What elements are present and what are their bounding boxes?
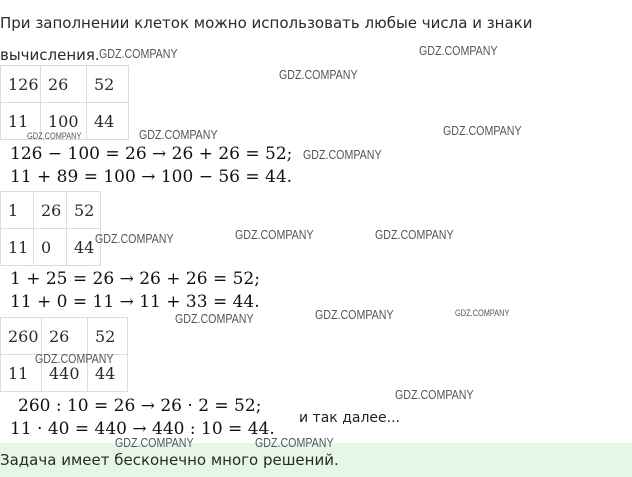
table-cell: 0 (34, 229, 67, 266)
table-cell: 52 (87, 66, 129, 103)
watermark: GDZ.COMPANY (315, 307, 394, 322)
watermark: GDZ.COMPANY (115, 435, 194, 450)
equation-line: 126 − 100 = 26 → 26 + 26 = 52; (10, 144, 293, 164)
watermark: GDZ.COMPANY (35, 351, 114, 366)
conclusion-banner: Задача имеет бесконечно много решений. (0, 443, 632, 477)
table-cell: 26 (34, 192, 67, 229)
example-1-table (0, 65, 129, 140)
table-row (1, 229, 101, 266)
equation-line: 11 + 0 = 11 → 11 + 33 = 44. (10, 292, 260, 312)
watermark: GDZ.COMPANY (99, 46, 178, 61)
table-cell: 44 (87, 103, 129, 140)
watermark: GDZ.COMPANY (235, 227, 314, 242)
table-row (1, 66, 129, 103)
watermark: GDZ.COMPANY (375, 227, 454, 242)
table-cell: 126 (1, 66, 41, 103)
table-cell: 440 (42, 355, 88, 392)
table-cell: 52 (67, 192, 101, 229)
watermark: GDZ.COMPANY (395, 387, 474, 402)
equation-line: 260 : 10 = 26 → 26 · 2 = 52; (18, 396, 262, 416)
table-cell: 100 (41, 103, 87, 140)
example-2-table (0, 191, 101, 266)
and-so-on-text: и так далее... (299, 410, 400, 426)
watermark: GDZ.COMPANY (255, 435, 334, 450)
watermark: GDZ.COMPANY (279, 67, 358, 82)
table-cell: 11 (1, 103, 41, 140)
watermark: GDZ.COMPANY (27, 131, 82, 141)
watermark: GDZ.COMPANY (95, 231, 174, 246)
equation-line: 1 + 25 = 26 → 26 + 26 = 52; (10, 269, 260, 289)
watermark: GDZ.COMPANY (443, 123, 522, 138)
table-cell: 11 (1, 355, 42, 392)
example-2-equations (10, 268, 260, 314)
table-cell: 26 (41, 66, 87, 103)
table-cell: 52 (88, 318, 128, 355)
table-row (1, 318, 128, 355)
watermark: GDZ.COMPANY (175, 311, 254, 326)
example-1-equations (10, 143, 292, 189)
table-cell: 260 (1, 318, 42, 355)
equation-line: 11 + 89 = 100 → 100 − 56 = 44. (10, 167, 293, 187)
table-cell: 44 (88, 355, 128, 392)
task-intro-text: При заполнении клеток можно использовать любые числа и знаки вычисления. (0, 14, 533, 64)
watermark: GDZ.COMPANY (139, 127, 218, 142)
table-row (1, 192, 101, 229)
watermark: GDZ.COMPANY (419, 43, 498, 58)
table-cell: 1 (1, 192, 34, 229)
table-cell: 26 (42, 318, 88, 355)
watermark: GDZ.COMPANY (303, 147, 382, 162)
table-cell: 11 (1, 229, 34, 266)
table-cell: 44 (67, 229, 101, 266)
watermark: GDZ.COMPANY (455, 308, 510, 318)
equation-line: 11 · 40 = 440 → 440 : 10 = 44. (10, 419, 275, 439)
